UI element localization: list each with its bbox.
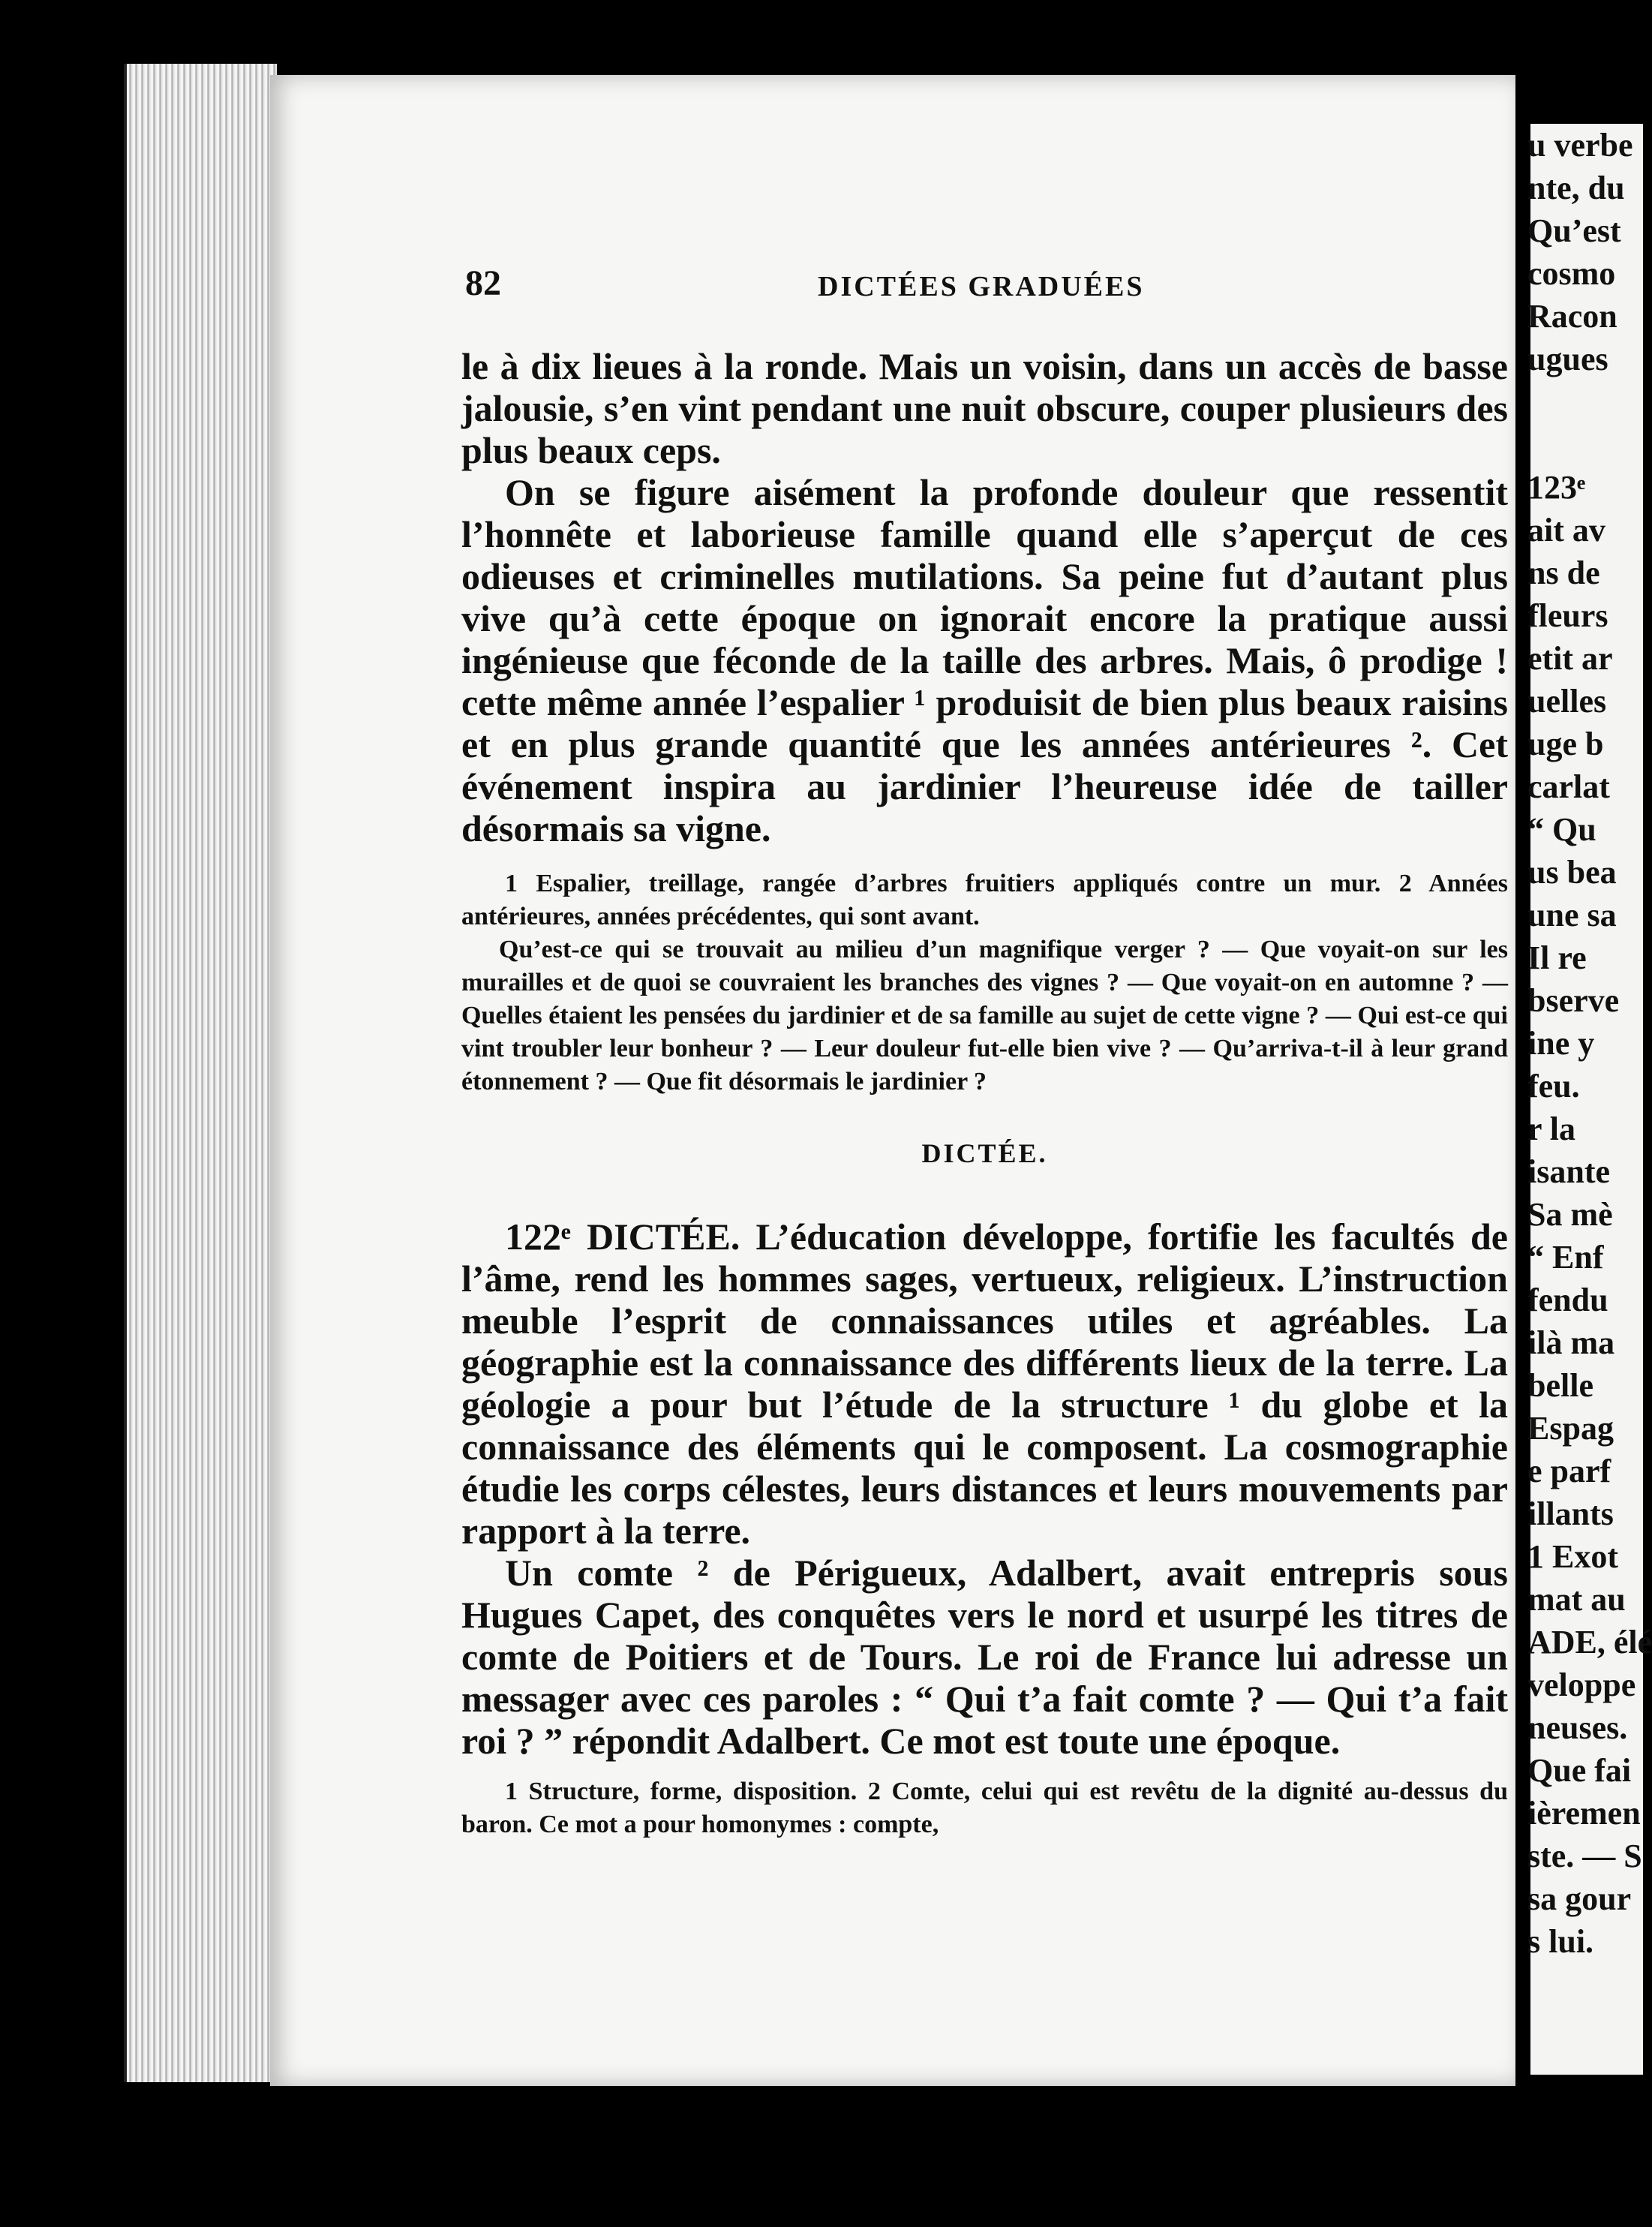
adjacent-page-line: e parf — [1527, 1453, 1611, 1489]
adjacent-page-line: neuses. — [1527, 1709, 1628, 1746]
footnotes-1: 1 Espalier, treillage, rangée d’arbres fruitiers appliqués contre un mur. 2 Années antérieures, années précédentes, qui sont avant. — [461, 870, 1508, 930]
adjacent-page-line: bserve — [1527, 982, 1620, 1019]
adjacent-page-line: ine y — [1527, 1025, 1595, 1062]
adjacent-page-line: Qu’est — [1527, 212, 1621, 249]
paragraph-2: On se figure aisément la profonde douleur que ressentit l’honnête et laborieuse famille quand elle s’aperçut de ces odieuses et criminelles mutilations. Sa peine fut d’autant plus vive qu’à cette époque on ignorait encore la pratique aussi ingénieuse que féconde de la taille des arbres. Mais, ô prodige ! cette même année l’espalier ¹ produisit de bien plus beaux raisins et en plus grande quantité que les années antérieures ². Cet événement inspira au jardinier l’heureuse idée de tailler désormais sa vigne. — [461, 471, 1508, 849]
adjacent-page-line: 123ᵉ — [1527, 469, 1586, 506]
footnotes-2: 1 Structure, forme, disposition. 2 Comte, celui qui est revêtu de la dignité au-dessus du baron. Ce mot a pour homonymes : compte, — [461, 1778, 1508, 1838]
adjacent-page-line: ugues — [1527, 341, 1608, 377]
adjacent-page-line: ste. — S — [1527, 1838, 1642, 1874]
section-heading: DICTÉE. — [921, 1138, 1048, 1168]
questions: Qu’est-ce qui se trouvait au milieu d’un magnifique verger ? — Que voyait-on sur les murailles et de quoi se couvraient les branches des vignes ? — Que voyait-on en automne ? — Quelles étaient les pensées du jardinier et de sa famille au sujet de cette vigne ? — Qui est-ce qui vint troubler leur bonheur ? — Leur douleur fut-elle bien vive ? — Qu’arriva-t-il à leur grand étonnement ? — Que fit désormais le jardinier ? — [461, 936, 1508, 1095]
adjacent-page-line: isante — [1527, 1153, 1610, 1190]
adjacent-page-line: Espag — [1527, 1410, 1614, 1447]
adjacent-page-line: veloppe — [1527, 1666, 1636, 1703]
adjacent-page-line: une sa — [1527, 897, 1617, 933]
adjacent-page-line: us bea — [1527, 854, 1617, 891]
adjacent-page-line: Il re — [1527, 939, 1587, 976]
adjacent-page-line: etit ar — [1527, 640, 1613, 677]
paragraph-1: le à dix lieues à la ronde. Mais un voisin, dans un accès de basse jalousie, s’en vint pendant une nuit obscure, couper plusieurs des plus beaux ceps. — [461, 345, 1508, 471]
adjacent-page-line: sa gour — [1527, 1880, 1632, 1917]
page-number: 82 — [465, 263, 501, 303]
adjacent-page-line: Racon — [1527, 298, 1617, 335]
adjacent-page-line: nte, du — [1527, 170, 1625, 206]
adjacent-page-line: cosmo — [1527, 255, 1616, 292]
adjacent-page-line: “ Enf — [1527, 1239, 1604, 1276]
adjacent-page-line: u verbe — [1527, 127, 1633, 164]
adjacent-page-line — [1527, 423, 1643, 466]
running-title: DICTÉES GRADUÉES — [818, 271, 1145, 302]
adjacent-page-line: r la — [1527, 1110, 1575, 1147]
page-content — [461, 345, 1508, 1841]
adjacent-page-line — [1527, 380, 1643, 423]
adjacent-page-line: ns de — [1527, 554, 1600, 591]
adjacent-page-line: uelles — [1527, 683, 1607, 720]
page-header — [465, 263, 1563, 315]
adjacent-page-line: ièremen — [1527, 1795, 1641, 1832]
adjacent-page-line: illants — [1527, 1495, 1614, 1532]
paragraph-4: Un comte ² de Périgueux, Adalbert, avait entrepris sous Hugues Capet, des conquêtes vers le nord et usurpé les titres de comte de Poitiers et de Tours. Le roi de France lui adresse un messager avec ces paroles : “ Qui t’a fait comte ? — Qui t’a fait roi ? ” répondit Adalbert. Ce mot est toute une époque. — [461, 1552, 1508, 1762]
adjacent-page-line: 1 Exot — [1527, 1538, 1618, 1575]
adjacent-page-line: ilà ma — [1527, 1324, 1615, 1361]
paragraph-3: 122ᵉ DICTÉE. L’éducation développe, fortifie les facultés de l’âme, rend les hommes sages, vertueux, religieux. L’instruction meuble l’esprit de connaissances utiles et agréables. La géographie est la connaissance des différents lieux de la terre. La géologie a pour but l’étude de la structure ¹ du globe et la connaissance des éléments qui le composent. La cosmographie étudie les corps célestes, leurs distances et leurs mouvements par rapport à la terre. — [461, 1216, 1508, 1552]
adjacent-page-line: belle — [1527, 1367, 1593, 1404]
book-page-edges — [124, 64, 277, 2082]
adjacent-page-line: ADE, élé — [1527, 1624, 1652, 1660]
adjacent-page-line: Sa mè — [1527, 1196, 1613, 1233]
adjacent-page-line: “ Qu — [1527, 811, 1596, 848]
adjacent-page-line: feu. — [1527, 1068, 1580, 1104]
adjacent-page-line: fleurs — [1527, 597, 1608, 634]
adjacent-page-line: Que fai — [1527, 1752, 1632, 1789]
adjacent-page-line: carlat — [1527, 768, 1610, 805]
adjacent-page-line: uge b — [1527, 726, 1604, 762]
adjacent-page-line: s lui. — [1527, 1923, 1594, 1960]
adjacent-page-line: ait av — [1527, 512, 1605, 548]
adjacent-page-line: fendu — [1527, 1282, 1608, 1318]
adjacent-page-line: mat au — [1527, 1581, 1626, 1618]
adjacent-page-fragment — [1527, 124, 1652, 2075]
